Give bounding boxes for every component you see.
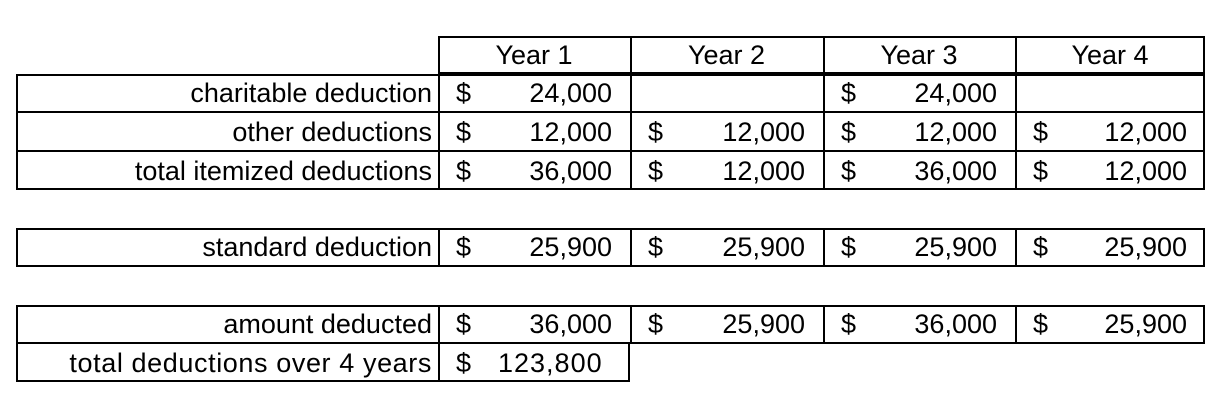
standard-value-3: 25,900: [914, 232, 997, 262]
total_itemized-value-1: 36,000: [529, 156, 612, 186]
total_4yr-currency-1: $: [456, 348, 472, 378]
charitable-col-divider: [630, 74, 632, 113]
amount_deducted-currency-4: $: [1033, 309, 1049, 339]
standard-value-4: 25,900: [1104, 232, 1187, 262]
charitable-col-divider: [1015, 74, 1017, 113]
amount_deducted-value-1: 36,000: [529, 309, 612, 339]
total_itemized-col-divider: [1015, 152, 1017, 190]
standard-currency-3: $: [841, 232, 857, 262]
charitable-value-1: 24,000: [529, 78, 612, 108]
total_4yr-value-1: 123,800: [498, 348, 603, 378]
standard-col-divider: [823, 228, 825, 267]
charitable-value-3: 24,000: [914, 78, 997, 108]
amount_deducted-label-divider: [438, 305, 440, 344]
year-header-2: Year 2: [687, 40, 766, 70]
standard-value-1: 25,900: [529, 232, 612, 262]
amount_deducted-currency-1: $: [456, 309, 472, 339]
other-col-divider: [630, 113, 632, 152]
total_itemized-label: total itemized deductions: [134, 156, 432, 186]
amount_deducted-value-2: 25,900: [722, 309, 805, 339]
standard-currency-4: $: [1033, 232, 1049, 262]
total_4yr-label-divider: [438, 344, 440, 382]
total_itemized-currency-3: $: [841, 156, 857, 186]
amount_deducted-col-divider: [1015, 305, 1017, 344]
total_itemized-value-4: 12,000: [1104, 156, 1187, 186]
other-currency-3: $: [841, 117, 857, 147]
total_itemized-label-divider: [438, 152, 440, 190]
amount_deducted-col-divider: [630, 305, 632, 344]
amount_deducted-col-divider: [823, 305, 825, 344]
standard-label: standard deduction: [202, 232, 432, 262]
total_4yr-label: total deductions over 4 years: [69, 348, 432, 378]
charitable-currency-1: $: [456, 78, 472, 108]
amount_deducted-value-3: 36,000: [914, 309, 997, 339]
standard-col-divider: [630, 228, 632, 267]
charitable-label-divider: [438, 74, 440, 113]
total_itemized-currency-4: $: [1033, 156, 1049, 186]
amount_deducted-value-4: 25,900: [1104, 309, 1187, 339]
other-currency-1: $: [456, 117, 472, 147]
standard-label-divider: [438, 228, 440, 267]
other-value-4: 12,000: [1104, 117, 1187, 147]
year-header-3: Year 3: [880, 40, 958, 70]
other-value-1: 12,000: [529, 117, 612, 147]
standard-currency-1: $: [456, 232, 472, 262]
year-header-1: Year 1: [495, 40, 573, 70]
total_itemized-col-divider: [823, 152, 825, 190]
total_itemized-currency-2: $: [648, 156, 664, 186]
amount_deducted-currency-2: $: [648, 309, 664, 339]
other-label: other deductions: [232, 117, 432, 147]
charitable-currency-3: $: [841, 78, 857, 108]
total_itemized-currency-1: $: [456, 156, 472, 186]
total_itemized-value-2: 12,000: [722, 156, 805, 186]
other-value-3: 12,000: [914, 117, 997, 147]
year-header-4: Year 4: [1071, 40, 1149, 70]
charitable-label: charitable deduction: [190, 78, 432, 108]
amount_deducted-currency-3: $: [841, 309, 857, 339]
other-currency-2: $: [648, 117, 664, 147]
charitable-col-divider: [823, 74, 825, 113]
amount_deducted-label: amount deducted: [223, 309, 432, 339]
standard-currency-2: $: [648, 232, 664, 262]
standard-col-divider: [1015, 228, 1017, 267]
total_itemized-col-divider: [630, 152, 632, 190]
other-col-divider: [823, 113, 825, 152]
total_itemized-value-3: 36,000: [914, 156, 997, 186]
other-col-divider: [1015, 113, 1017, 152]
standard-value-2: 25,900: [722, 232, 805, 262]
other-value-2: 12,000: [722, 117, 805, 147]
other-currency-4: $: [1033, 117, 1049, 147]
other-label-divider: [438, 113, 440, 152]
